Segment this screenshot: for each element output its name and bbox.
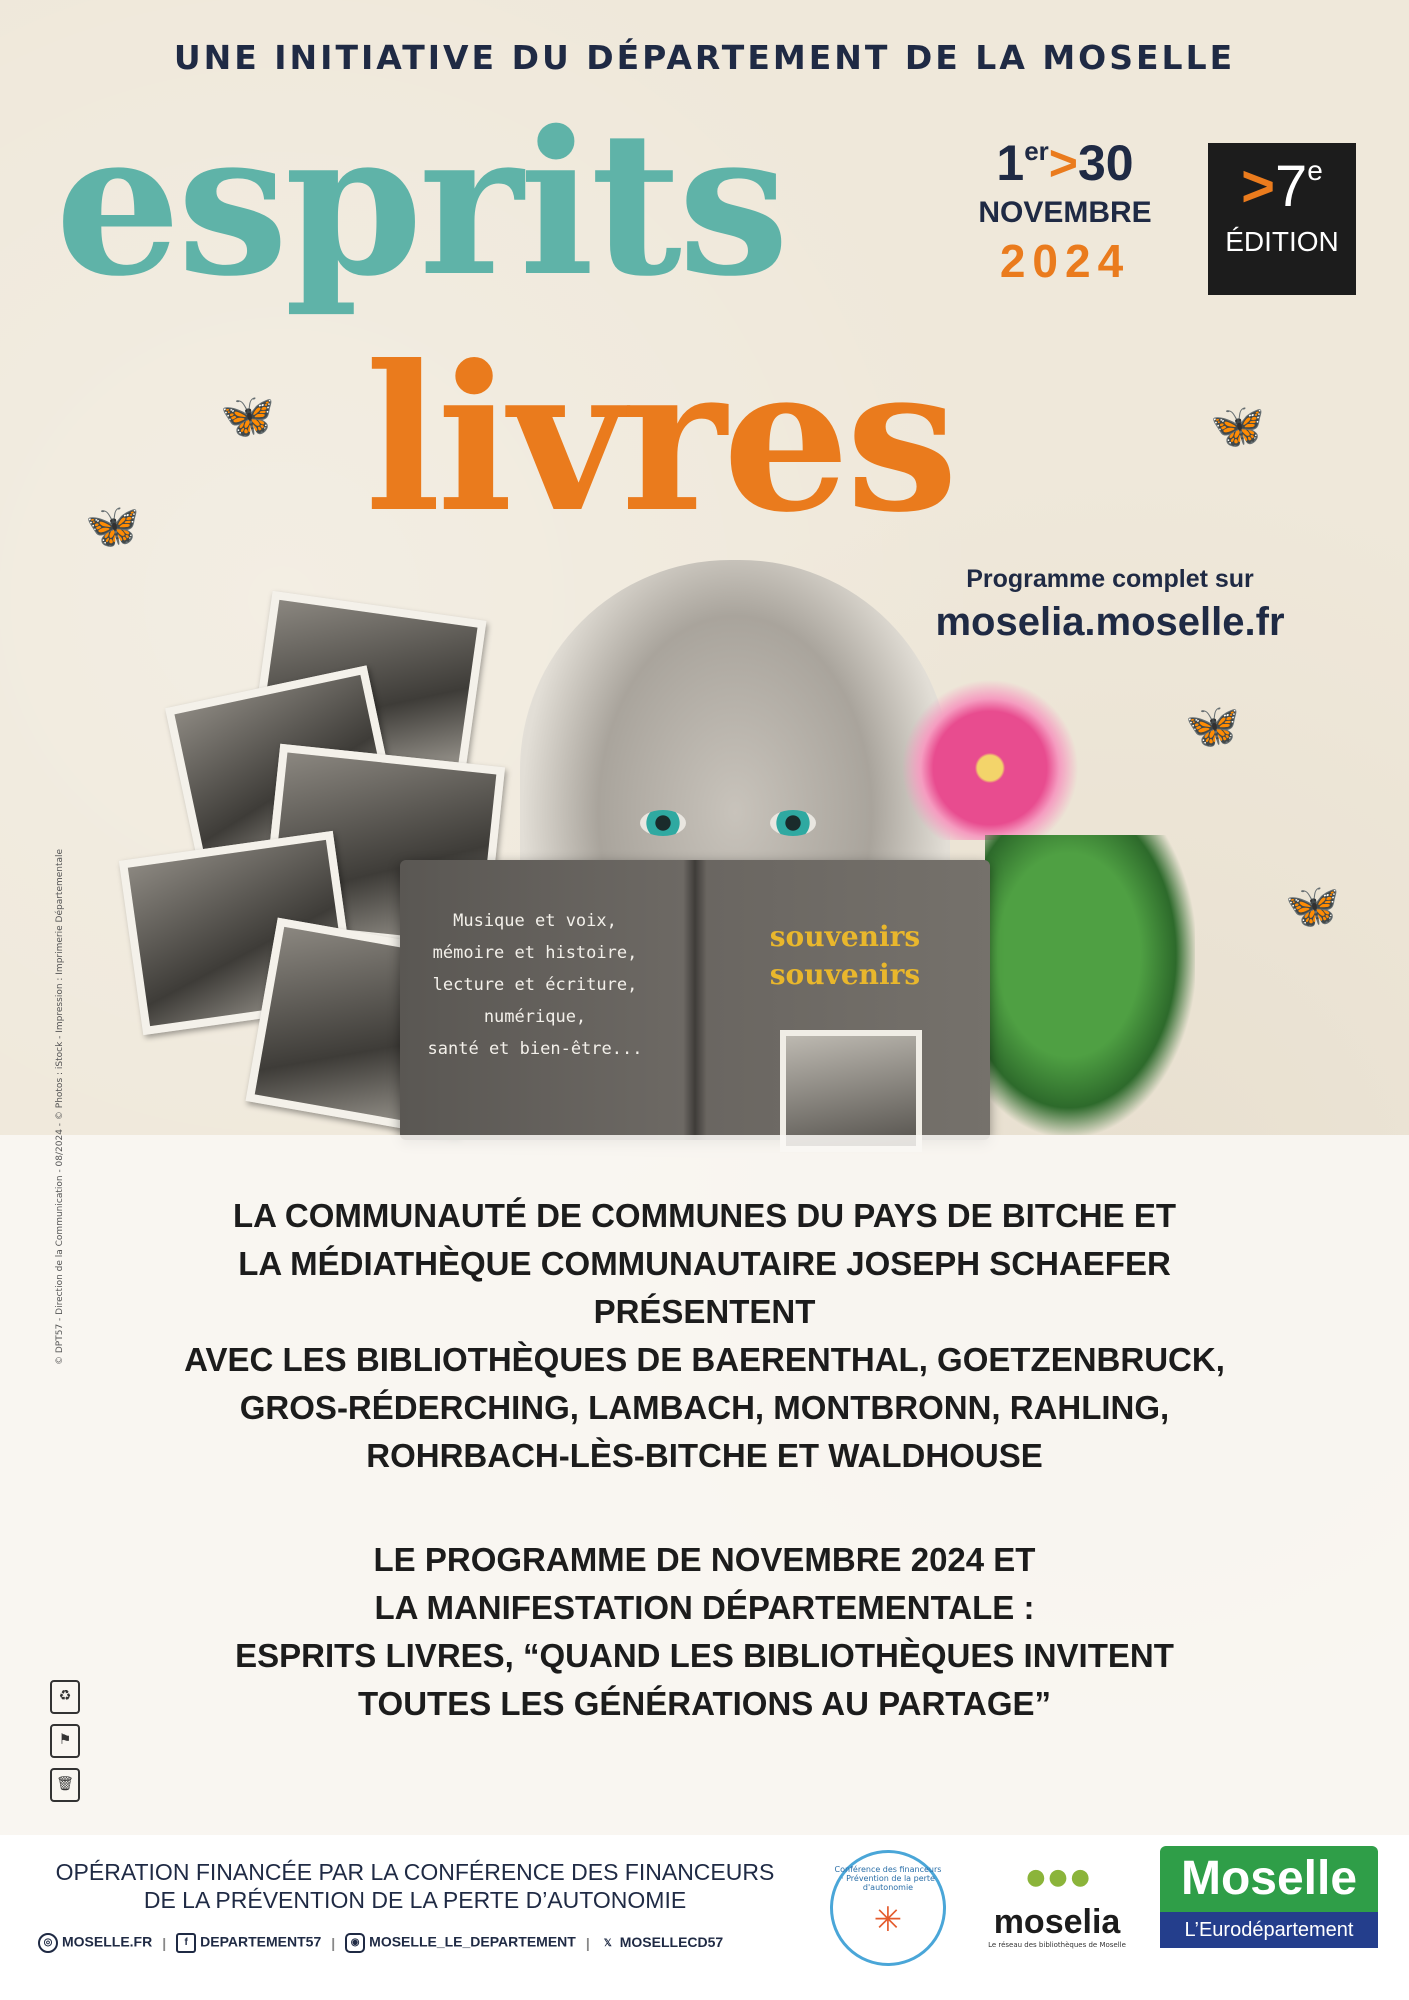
programme-info (900, 565, 1320, 645)
moselle-logo: Moselle L’Eurodépartement (1160, 1846, 1378, 1968)
magnolia-flower (900, 680, 1080, 840)
programme-url[interactable]: moselia.moselle.fr (935, 600, 1285, 644)
panel-line: GROS-RÉDERCHING, LAMBACH, MONTBRONN, RAHLING, (239, 1389, 1170, 1426)
book-theme-line: Musique et voix, (453, 911, 617, 931)
panel-line: ESPRITS LIVRES, “QUAND LES BIBLIOTHÈQUES INVITENT (235, 1637, 1174, 1674)
bin-icon: 🗑 (50, 1768, 80, 1802)
butterfly-icon: 🦋 (1210, 401, 1265, 452)
book-theme-line: santé et bien-être... (427, 1039, 643, 1059)
book-photo (780, 1030, 922, 1152)
photo-credit (55, 1363, 65, 1365)
moselia-dots-icon: ● ● ● (1026, 1865, 1088, 1890)
panel-line: PRÉSENTENT (593, 1293, 816, 1330)
eye (770, 810, 816, 836)
butterfly-icon: 🦋 (85, 501, 140, 552)
panel-line: LA COMMUNAUTÉ DE COMMUNES DU PAYS DE BITCHE ET (233, 1197, 1176, 1234)
social-x[interactable]: 𝕏 MOSELLECD57 (600, 1934, 723, 1951)
panel-line: TOUTES LES GÉNÉRATIONS AU PARTAGE” (357, 1685, 1052, 1722)
info-panel-text (40, 1192, 1369, 1728)
social-facebook[interactable]: f DEPARTEMENT57 (176, 1933, 321, 1953)
butterfly-icon: 🦋 (220, 391, 275, 442)
book-theme-line: lecture et écriture, (432, 975, 638, 995)
moselia-logo: ● ● ● moselia Le réseau des bibliothèques de Moselle (972, 1865, 1142, 1949)
date-month: NOVEMBRE (978, 196, 1152, 229)
book-themes (400, 905, 670, 1065)
separator: | (331, 1935, 336, 1951)
separator: | (585, 1935, 590, 1951)
initiative-heading: UNE INITIATIVE DU DÉPARTEMENT DE LA MOSELLE (173, 38, 1236, 77)
financing-notice (45, 1858, 785, 1914)
book-theme-line: mémoire et histoire, (432, 943, 638, 963)
instagram-icon: ◉ (345, 1933, 365, 1953)
book-title (725, 918, 965, 994)
globe-icon: ◎ (38, 1933, 58, 1953)
recycle-icon: ♻ (50, 1680, 80, 1714)
eye (640, 810, 686, 836)
panel-line: ROHRBACH-LÈS-BITCHE ET WALDHOUSE (366, 1437, 1043, 1474)
panel-line: LA MÉDIATHÈQUE COMMUNAUTAIRE JOSEPH SCHAEFER (238, 1245, 1171, 1282)
panel-line: LE PROGRAMME DE NOVEMBRE 2024 ET (373, 1541, 1036, 1578)
separator: | (162, 1935, 167, 1951)
social-website[interactable]: ◎ MOSELLE.FR (38, 1933, 152, 1953)
event-dates (960, 135, 1170, 288)
date-year: 2024 (999, 235, 1131, 287)
butterfly-icon: 🦋 (1185, 701, 1240, 752)
social-links (38, 1933, 798, 1953)
book-title-line: souvenirs (769, 920, 921, 953)
financing-line: OPÉRATION FINANCÉE PAR LA CONFÉRENCE DES FINANCEURS (55, 1859, 775, 1885)
edition-badge: $>7^e$ ÉDITION (1208, 143, 1356, 295)
conference-mark-icon: ✳ (873, 1900, 903, 1940)
butterfly-icon: 🦋 (1285, 881, 1340, 932)
programme-label: Programme complet sur (966, 565, 1254, 593)
green-leaves (985, 835, 1195, 1135)
facebook-icon: f (176, 1933, 196, 1953)
eco-icons (50, 1680, 80, 1812)
book-title-line: souvenirs (769, 958, 921, 991)
financing-line: DE LA PRÉVENTION DE LA PERTE D’AUTONOMIE (143, 1887, 687, 1913)
title-livres: livres (365, 322, 955, 557)
book-theme-line: numérique, (483, 1007, 587, 1027)
triman-icon: ⚑ (50, 1724, 80, 1758)
x-icon: 𝕏 (603, 1937, 612, 1949)
panel-line: LA MANIFESTATION DÉPARTEMENTALE : (374, 1589, 1035, 1626)
edition-label: ÉDITION (1225, 226, 1339, 257)
panel-line: AVEC LES BIBLIOTHÈQUES DE BAERENTHAL, GOETZENBRUCK, (184, 1341, 1225, 1378)
title-esprits: esprits (55, 87, 786, 320)
date-range: 1er>30 (996, 135, 1134, 191)
conference-financeurs-logo: Conférence des financeurs · Prévention de la perte d'autonomie ✳ (830, 1850, 946, 1966)
social-instagram[interactable]: ◉ MOSELLE_LE_DEPARTEMENT (345, 1933, 576, 1953)
